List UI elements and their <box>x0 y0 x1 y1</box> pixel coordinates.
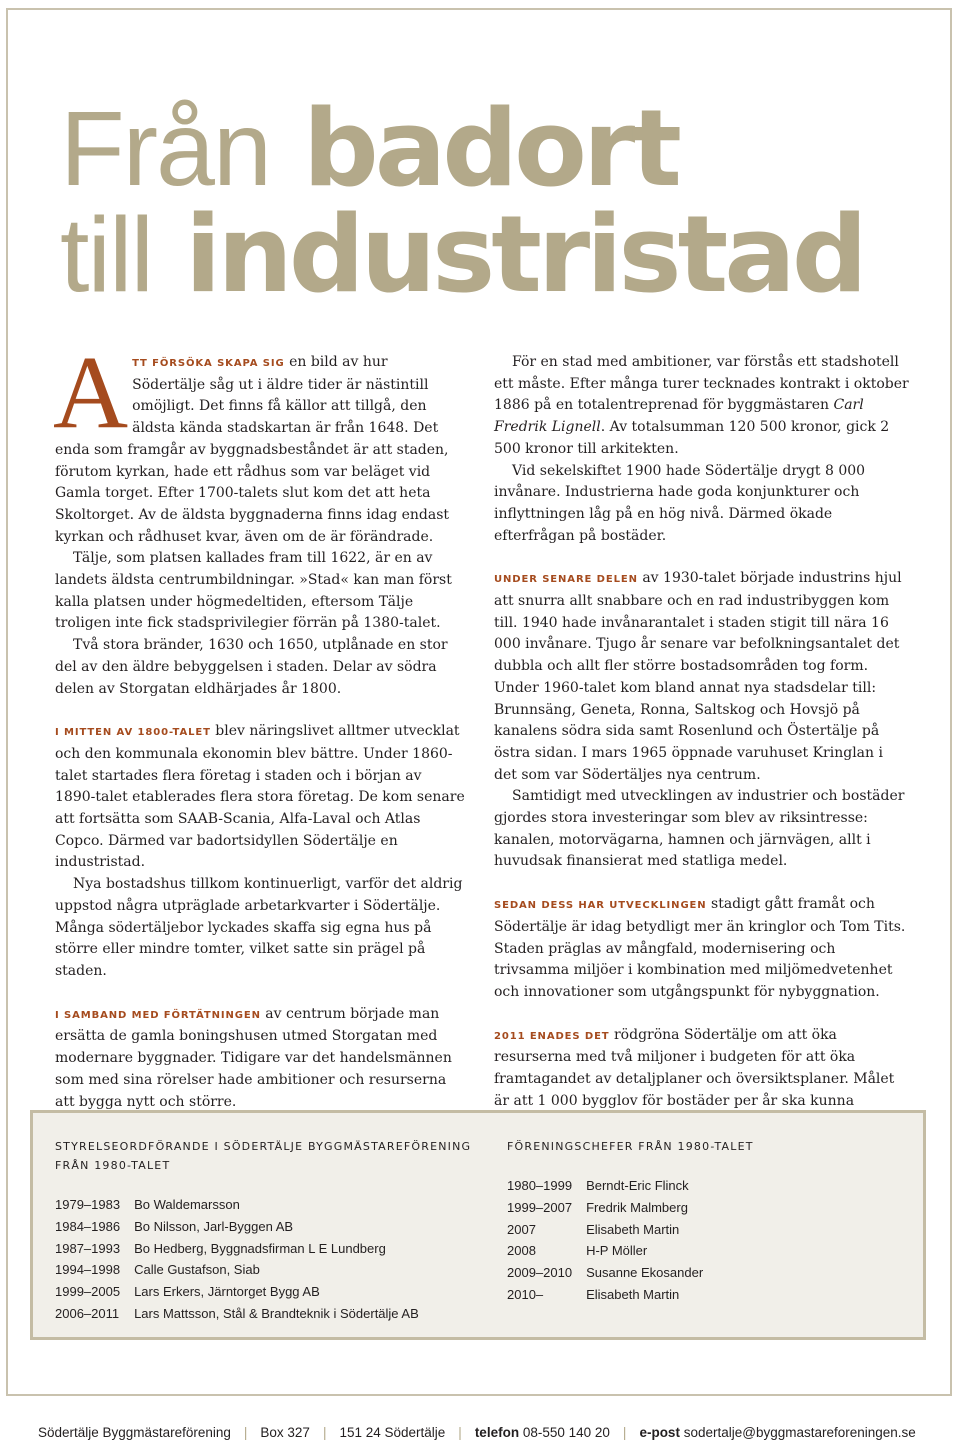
footer-phone-label: telefon <box>474 1425 520 1440</box>
roster-row <box>507 1240 717 1262</box>
paragraph-text: För en stad med ambitioner, var förstås ett stadshotell ett måste. Efter många turer tecknades kontrakt i oktober 1886 på en totalentreprenad för byggmästaren <box>494 354 909 414</box>
title-industristad: industristad <box>185 193 864 316</box>
roster-years: 2009–2010 <box>507 1265 573 1281</box>
footer-divider: | <box>322 1425 327 1440</box>
roster-name: Lars Erkers, Järntorget Bygg AB <box>134 1284 320 1300</box>
roster-years: 2006–2011 <box>55 1305 120 1321</box>
paragraph-text: av 1930-talet började industrins hjul att snurra allt snabbare och en rad industribyggen kom till. 1940 hade invånarantalet i staden stigit till nära 16 000 invånare. Tjugo år senare var befolkningsantalet det dubbla och allt fler större bostadsområden tog form. Under 1960-talet kom bland annat nya stadsdelar till: Brunnsäng, Geneta, Ronna, Saltskog och Hovsjö på kanalens södra sida samt Rosenlund och Östertälje på östra sidan. I mars 1965 öppnade varuhuset Kringlan i det som var Södertäljes nya centrum. <box>494 570 902 783</box>
roster-row <box>507 1219 717 1241</box>
chairmen-heading: STYRELSEORDFÖRANDE I SÖDERTÄLJE BYGGMÄSTAREFÖRENING FRÅN 1980-TALET <box>55 1140 472 1172</box>
chairmen-list <box>55 1137 495 1325</box>
article-paragraph <box>55 1004 465 1114</box>
footer <box>38 1425 928 1440</box>
footer-phone: 08-550 140 20 <box>522 1425 610 1440</box>
paragraph-lead-in: TT FÖRSÖKA SKAPA SIG <box>132 358 285 369</box>
paragraph-text: av centrum började man ersätta de gamla boningshusen utmed Storgatan med modernare byggnader. Tidigare var det handelsmännen som med sina rörelser hade ambitioner och resurserna att bygga nytt och större. <box>55 1005 452 1110</box>
page-title <box>60 87 864 316</box>
roster-years: 1984–1986 <box>55 1218 121 1234</box>
managers-table <box>507 1175 717 1306</box>
paragraph-lead-in: SEDAN DESS HAR UTVECKLINGEN <box>494 900 707 912</box>
roster-years: 1999–2005 <box>55 1284 121 1300</box>
roster-name: Bo Waldemarsson <box>134 1197 240 1212</box>
managers-heading: FÖRENINGSCHEFER FRÅN 1980-TALET <box>507 1140 754 1153</box>
roster-years: 1987–1993 <box>55 1240 121 1256</box>
roster-years: 2008 <box>507 1243 536 1259</box>
footer-box: Box 327 <box>260 1425 310 1440</box>
roster-name: Bo Hedberg, Byggnadsfirman L E Lundberg <box>134 1240 386 1256</box>
article-paragraph: Två stora bränder, 1630 och 1650, utplånade en stor del av den äldre bebyggelsen i staden. Delar av södra delen av Storgatan eldhärjades år 1800. <box>55 637 448 697</box>
roster-name: Elisabeth Martin <box>586 1221 680 1237</box>
title-till: till <box>60 196 153 314</box>
roster-row <box>55 1194 433 1216</box>
article-paragraph: Tälje, som platsen kallades fram till 1622, är en av landets äldsta centrumbildningar. »Stad« kan man först kalla platsen under högmedeltiden, eftersom Tälje troligen inte fick stadsprivilegier förrän på 1380-talet. <box>55 550 452 632</box>
article-paragraph <box>494 352 910 461</box>
paragraph-lead-in: I SAMBAND MED FÖRTÄTNINGEN <box>55 1009 261 1021</box>
article-paragraph <box>494 894 910 1004</box>
roster-years: 1979–1983 <box>55 1197 121 1212</box>
roster-row <box>55 1216 433 1238</box>
article-paragraph: Samtidigt med utvecklingen av industrier och bostäder gjordes stora investeringar som blev av riksintresse: kanalen, motorvägarna, hamnen och järnvägen, allt i huvudsak finansierat med statliga medel. <box>494 788 905 870</box>
roster-years: 1980–1999 <box>507 1178 573 1193</box>
paragraph-text: blev näringslivet alltmer utvecklat och den kommunala ekonomin blev bättre. Under 1860-talet startades flera företag i staden och i början av 1890-talet etablerades flera stora företag. De kom senare att fortsätta som SAAB-Scania, Alfa-Laval och Atlas Copco. Därmed var badortsidyllen Södertälje en industristad. <box>55 723 465 871</box>
paragraph-text: en bild av hur Södertälje såg ut i äldre tider är nästintill omöjligt. Det finns få källor att tillgå, den äldsta kända stadskartan är från 1648. Det enda som framgår av byggnadsbeståndet är att staden, förutom kyrkan, hade ett rådhus som var beläget vid Gamla torget. Efter 1700-talets slut kom det att heta Skoltorget. Av de äldsta byggnaderna finns idag endast kyrkan och rådhuset kvar, även om de är förändrade. <box>55 354 450 545</box>
roster-years: 2007 <box>507 1221 536 1237</box>
article-paragraph: Nya bostadshus tillkom kontinuerligt, varför det aldrig uppstod några utpräglade arbetarkvarter i Södertälje. Många södertäljebor lyckades skaffa sig egna hus på större eller mindre tomter, vilket satte sin prägel på staden. <box>55 876 463 979</box>
roster-name: Susanne Ekosander <box>586 1265 704 1281</box>
roster-row <box>507 1197 717 1219</box>
architect-name: Carl Fredrik Lignell <box>494 397 864 436</box>
article-paragraph <box>53 335 465 548</box>
roster-name: Berndt-Eric Flinck <box>586 1178 689 1193</box>
footer-divider: | <box>243 1425 248 1440</box>
footer-postal: 151 24 Södertälje <box>339 1425 446 1440</box>
roster-name: Bo Nilsson, Jarl-Byggen AB <box>134 1218 294 1234</box>
paragraph-text: . Av totalsumman 120 500 kronor, gick 2 500 kronor till arkitekten. <box>494 419 890 457</box>
roster-years: 1994–1998 <box>55 1262 121 1278</box>
roster-row <box>507 1284 717 1306</box>
footer-email-label: e-post <box>639 1425 680 1440</box>
roster-row <box>507 1175 717 1197</box>
footer-divider: | <box>622 1425 627 1440</box>
title-from: Från <box>60 90 270 208</box>
roster-years: 1999–2007 <box>507 1199 573 1215</box>
paragraph-text: stadigt gått framåt och Södertälje är idag betydligt mer än kringlor och Tom Tits. Staden präglas av mångfald, modernisering och trivsamma miljöer i kombination med miljömedvetenhet och innovationer som utgångspunkt för nybyggnation. <box>494 896 906 1000</box>
info-box <box>30 1110 926 1340</box>
article-paragraph <box>494 568 910 786</box>
footer-org: Södertälje Byggmästareförening <box>38 1425 231 1440</box>
article-column-left <box>53 335 465 1113</box>
footer-email-link[interactable]: sodertalje@byggmastareforeningen.se <box>683 1425 916 1440</box>
paragraph-lead-in: UNDER SENARE DELEN <box>494 574 638 586</box>
roster-row <box>55 1281 433 1303</box>
roster-row <box>507 1262 717 1284</box>
roster-name: Lars Mattsson, Stål & Brandteknik i Södertälje AB <box>134 1305 419 1321</box>
footer-divider: | <box>458 1425 462 1440</box>
managers-list <box>507 1137 907 1306</box>
chairmen-table <box>55 1194 433 1325</box>
roster-name: Elisabeth Martin <box>586 1286 680 1302</box>
roster-years: 2010– <box>507 1286 544 1302</box>
roster-row <box>55 1303 433 1325</box>
article-paragraph: Vid sekelskiftet 1900 hade Södertälje drygt 8 000 invånare. Industrierna hade goda konjunkturer och inflyttningen låg på en hög nivå. Därmed ökade efterfrågan på bostäder. <box>494 462 866 544</box>
article-paragraph <box>55 721 465 874</box>
paragraph-text: rödgröna Södertälje om att öka resurserna med två miljoner i budgeten för att öka framtagandet av detaljplaner och översiktsplaner. Målet är att 1 000 bygglov för bostäder per år ska kunna <box>494 1026 895 1109</box>
paragraph-lead-in: I MITTEN AV 1800-TALET <box>55 727 211 739</box>
roster-name: H-P Möller <box>586 1243 648 1259</box>
roster-name: Fredrik Malmberg <box>586 1199 688 1215</box>
roster-row <box>55 1238 433 1260</box>
roster-name: Calle Gustafson, Siab <box>134 1262 260 1278</box>
title-badort: badort <box>302 87 678 210</box>
roster-row <box>55 1259 433 1281</box>
article-column-right <box>494 352 910 1134</box>
paragraph-lead-in: 2011 ENADES DET <box>494 1030 610 1042</box>
drop-cap: A <box>53 335 129 450</box>
